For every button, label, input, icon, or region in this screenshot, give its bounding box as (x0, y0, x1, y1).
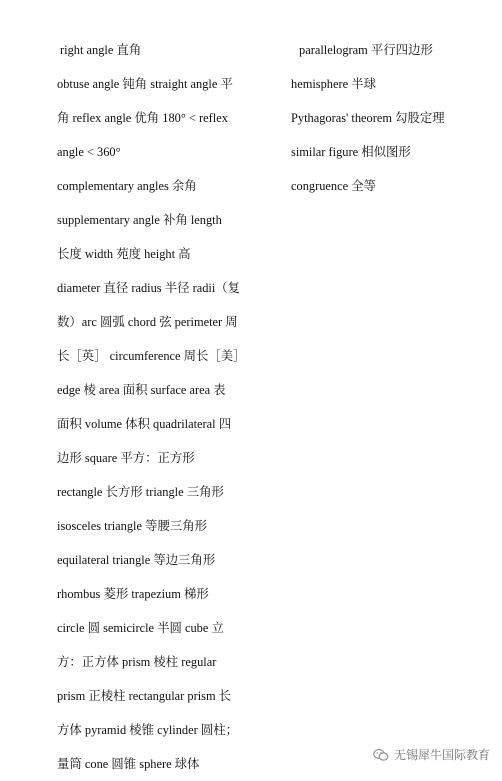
watermark-text: 无锡犀牛国际教育 (393, 748, 490, 762)
text-line: prism 正棱柱 rectangular prism 长 (57, 689, 232, 703)
text-line: complementary angles 余角 (57, 179, 197, 193)
right-column (291, 33, 481, 203)
text-line: hemisphere 半球 (291, 77, 376, 91)
text-line: 方：正方体 prism 棱柱 regular (57, 655, 217, 669)
text-line: equilateral triangle 等边三角形 (57, 553, 216, 567)
text-line: Pythagoras' theorem 勾股定理 (291, 111, 445, 125)
text-line: 面积 volume 体积 quadrilateral 四 (57, 417, 232, 431)
text-line: circle 圆 semicircle 半圆 cube 立 (57, 621, 224, 635)
watermark (373, 746, 490, 763)
text-line: supplementary angle 补角 length (57, 213, 222, 227)
text-line: similar figure 相似图形 (291, 145, 411, 159)
text-line: 边形 square 平方：正方形 (57, 451, 195, 465)
text-line: 数）arc 圆弧 chord 弦 perimeter 周 (57, 315, 238, 329)
text-line: diameter 直径 radius 半径 radii（复 (57, 281, 241, 295)
wechat-official-account-icon (373, 748, 389, 762)
text-line: isosceles triangle 等腰三角形 (57, 519, 208, 533)
left-column (57, 33, 249, 781)
text-line: right angle 直角 (60, 43, 142, 57)
text-line: rectangle 长方形 triangle 三角形 (57, 485, 224, 499)
text-line: 长［英］ circumference 周长［美］ (57, 349, 246, 363)
text-line: congruence 全等 (291, 179, 376, 193)
text-line: angle < 360° (57, 145, 121, 159)
text-line: edge 棱 area 面积 surface area 表 (57, 383, 226, 397)
text-line: 量筒 cone 圆锥 sphere 球体 (57, 757, 200, 771)
text-line: obtuse angle 钝角 straight angle 平 (57, 77, 233, 91)
text-line: rhombus 菱形 trapezium 梯形 (57, 587, 209, 601)
text-line: parallelogram 平行四边形 (299, 43, 433, 57)
text-line: 角 reflex angle 优角 180° < reflex (57, 111, 228, 125)
text-line: 长度 width 苑度 height 高 (57, 247, 191, 261)
text-line: 方体 pyramid 棱锥 cylinder 圆柱； (57, 723, 239, 737)
